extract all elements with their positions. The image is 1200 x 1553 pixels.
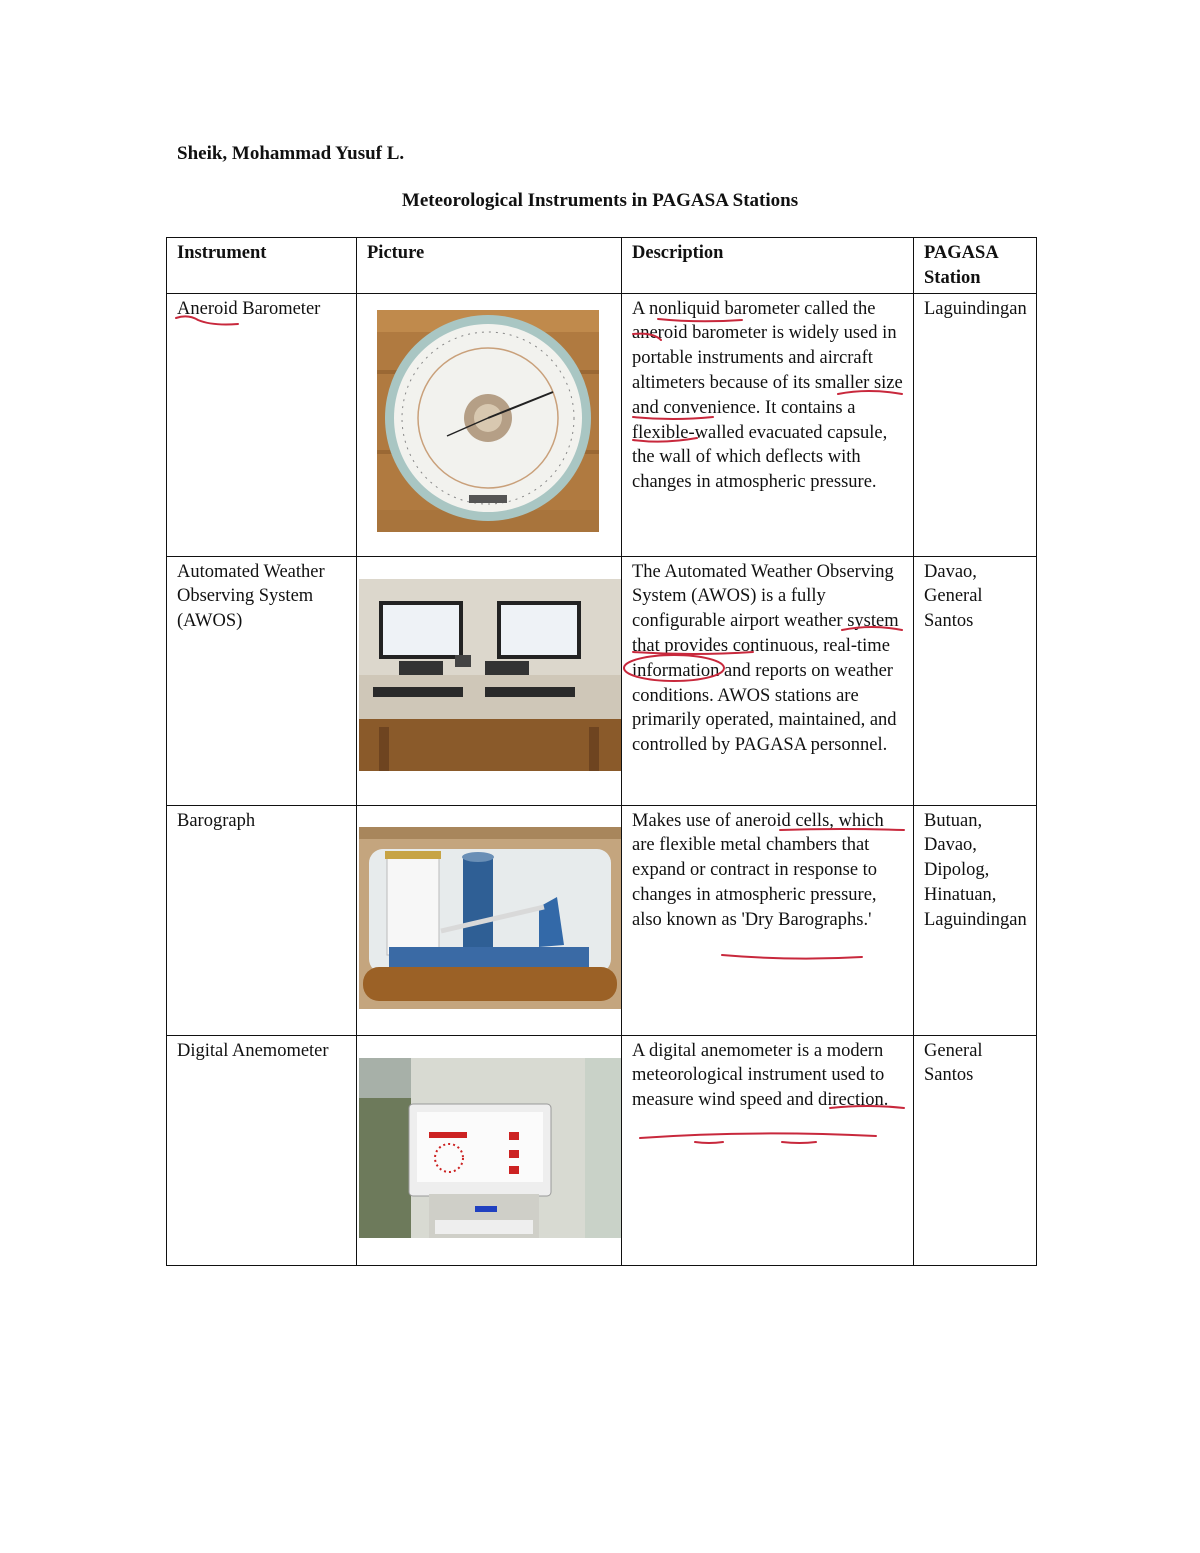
instrument-name: Barograph xyxy=(167,805,357,1035)
author-name: Sheik, Mohammad Yusuf L. xyxy=(177,143,405,164)
header-picture: Picture xyxy=(357,238,622,294)
instruments-table xyxy=(166,237,1037,1266)
table-row xyxy=(167,805,1037,1035)
table-header-row xyxy=(167,238,1037,294)
barograph-photo xyxy=(359,827,621,1009)
instrument-name: Aneroid Barometer xyxy=(167,293,357,556)
instrument-name: Automated Weather Observing System (AWOS) xyxy=(167,556,357,805)
table-row xyxy=(167,556,1037,805)
pagasa-station: Laguindingan xyxy=(914,293,1037,556)
instrument-description: The Automated Weather Observing System (AWOS) is a fully configurable airport weather system that provides continuous, real-time information and reports on weather conditions. AWOS stations are primarily operated, maintained, and controlled by PAGASA personnel. xyxy=(622,556,914,805)
header-station: PAGASA Station xyxy=(914,238,1037,294)
instrument-description: A nonliquid barometer called the aneroid barometer is widely used in portable instruments and aircraft altimeters because of its smaller size and convenience. It contains a flexible-walled evacuated capsule, the wall of which deflects with changes in atmospheric pressure. xyxy=(622,293,914,556)
instrument-description: A digital anemometer is a modern meteorological instrument used to measure wind speed and direction. xyxy=(622,1035,914,1265)
table-row xyxy=(167,1035,1037,1265)
picture-cell xyxy=(357,556,622,805)
document-title: Meteorological Instruments in PAGASA Stations xyxy=(401,190,799,211)
instrument-name: Digital Anemometer xyxy=(167,1035,357,1265)
picture-cell xyxy=(357,293,622,556)
pagasa-station: General Santos xyxy=(914,1035,1037,1265)
header-description: Description xyxy=(622,238,914,294)
picture-cell xyxy=(357,805,622,1035)
aneroid-barometer-photo xyxy=(377,310,599,532)
picture-cell xyxy=(357,1035,622,1265)
table-row xyxy=(167,293,1037,556)
pagasa-station: Butuan, Davao, Dipolog, Hinatuan, Laguindingan xyxy=(914,805,1037,1035)
digital-anemometer-photo xyxy=(359,1058,621,1238)
awos-computers-photo xyxy=(359,579,621,771)
header-instrument: Instrument xyxy=(167,238,357,294)
instrument-description: Makes use of aneroid cells, which are flexible metal chambers that expand or contract in response to changes in atmospheric pressure, also known as 'Dry Barographs.' xyxy=(622,805,914,1035)
pagasa-station: Davao, General Santos xyxy=(914,556,1037,805)
